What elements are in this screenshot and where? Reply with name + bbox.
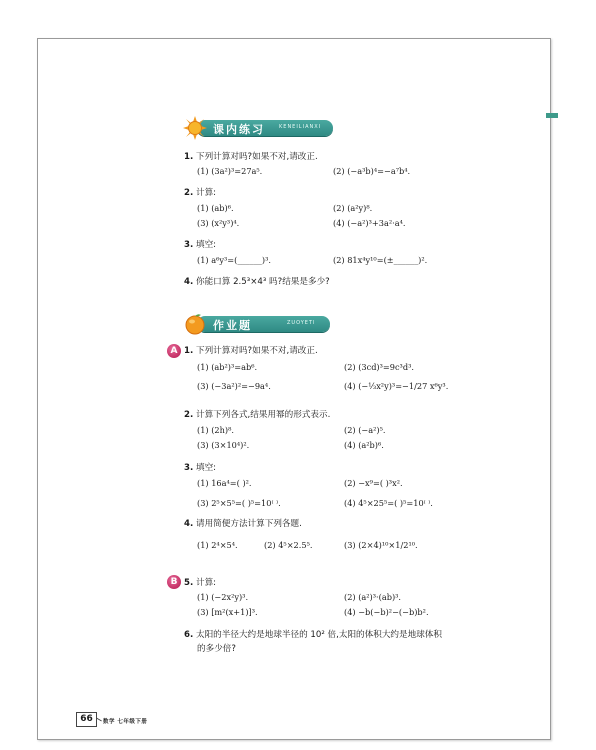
question-item: (1) (−2x²y)³. [197,592,249,602]
section-subtitle: KENEILIANXI [279,124,322,130]
question-item: (2) (a²y)⁸. [333,203,373,213]
question-item: (2) (3cd)³=9c³d³. [344,362,414,372]
section-title: 课内练习 [213,123,265,136]
question-item: (1) (ab)⁶. [197,203,234,213]
page-number: 66 [76,712,97,727]
question-item: (2) 81x⁴y¹⁰=(±______)². [333,255,428,265]
question-item: (3) 2⁵×5⁵=( )⁵=10⁽ ⁾. [197,498,281,508]
question-item: (2) 4⁵×2.5⁵. [264,540,313,550]
section-banner-homework [183,312,333,338]
question: 6. 太阳的半径大约是地球半径的 10² 倍,太阳的体积大约是地球体积 [184,630,442,640]
question: 2. 计算下列各式,结果用幂的形式表示. [184,410,331,420]
sun-icon [183,116,207,140]
page-edge-tab [546,113,558,118]
question-item: (1) 16a⁴=( )². [197,478,252,488]
section-banner-practice [183,116,333,142]
question-item: (3) (−3a²)²=−9a⁴. [197,381,271,391]
question-item: (1) (2h)⁸. [197,425,234,435]
question-item: (2) (−a³b)⁴=−a⁷b⁴. [333,166,411,176]
question: 1. 下列计算对吗?如果不对,请改正. [184,152,318,162]
question-item: (4) (−⅓x²y)³=−1/27 x⁶y³. [344,381,449,391]
book-title: 数学 七年级下册 [103,719,148,725]
question-continuation: 的多少倍? [197,644,236,654]
question-item: (3) [m²(x+1)]³. [197,607,258,617]
question: 3. 填空: [184,463,217,473]
question-item: (1) a⁶y³=(______)³. [197,255,271,265]
question-item: (4) −b(−b)²−(−b)b². [344,607,429,617]
question-item: (3) (2×4)¹⁰×1/2¹⁰. [344,540,418,550]
question-item: (3) (3×10⁴)². [197,440,250,450]
level-a-badge: A [167,344,181,358]
question-item: (1) (3a²)³=27a⁵. [197,166,263,176]
question-item: (4) 4⁵×25⁵=( )⁵=10⁽ ⁾. [344,498,433,508]
question-item: (3) (x²y³)⁴. [197,218,240,228]
question-item: (4) (a²b)⁶. [344,440,384,450]
section-title: 作业题 [213,319,252,332]
question-item: (2) (−a²)⁵. [344,425,386,435]
level-b-badge: B [167,575,181,589]
question: 4. 你能口算 2.5³×4³ 吗?结果是多少? [184,277,330,287]
question: 2. 计算: [184,188,217,198]
question: 1. 下列计算对吗?如果不对,请改正. [184,346,318,356]
question-item: (2) −x⁹=( )³x². [344,478,403,488]
orange-icon [183,312,207,336]
question-item: (2) (a²)³·(ab)³. [344,592,402,602]
section-subtitle: ZUOYETI [287,320,316,326]
question-item: (1) 2⁴×5⁴. [197,540,238,550]
question: 3. 填空: [184,240,217,250]
question: 4. 请用简便方法计算下列各题. [184,519,302,529]
question-item: (1) (ab²)³=ab⁶. [197,362,258,372]
question-item: (4) (−a²)³+3a²·a⁴. [333,218,406,228]
question: 5. 计算: [184,578,217,588]
